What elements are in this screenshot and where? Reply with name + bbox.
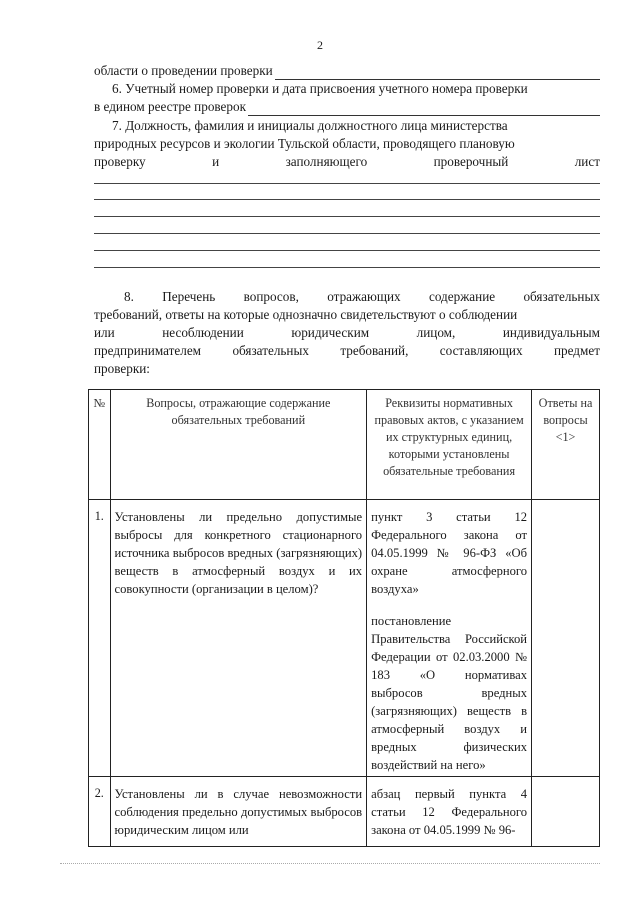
word: несоблюдении	[162, 325, 244, 340]
header-answers: Ответы на вопросы <1>	[532, 390, 600, 500]
word: лист	[574, 154, 600, 169]
word: лицом,	[416, 325, 456, 340]
word: Перечень	[162, 289, 216, 304]
region-fill-line	[275, 67, 600, 80]
row-answer	[532, 500, 600, 777]
item-8-line-4	[94, 342, 600, 360]
row-number: 1.	[89, 500, 111, 777]
word: составляющих	[439, 343, 523, 358]
table-row	[89, 777, 600, 847]
row-number: 2.	[89, 777, 111, 847]
word: вопросов,	[243, 289, 299, 304]
page-number: 2	[317, 38, 323, 52]
row-question: Установлены ли предельно допустимые выбросы для конкретного стационарного источника выбросов вредных (загрязняющих) веществ в атмосферный воздух и их совокупности (организации в целом)?	[110, 500, 367, 777]
table-row	[89, 500, 600, 777]
item-7-line-3	[94, 153, 600, 171]
row-question: Установлены ли в случае невозможности соблюдения предельно допустимых выбросов юридическим лицом или	[110, 777, 367, 847]
word: индивидуальным	[502, 325, 600, 340]
word: отражающих	[327, 289, 401, 304]
blank-line	[94, 183, 600, 184]
word: требований,	[340, 343, 409, 358]
requisite-decree: постановление Правительства Российской Федерации от 02.03.2000 № 183 «О нормативах выбросов вредных (загрязняющих) веществ в атмосферный воздух и вредных физических воздействий на него»	[371, 614, 528, 772]
row-requisites: абзац первый пункта 4 статьи 12 Федерального закона от 04.05.1999 № 96-	[367, 777, 532, 847]
header-requisites: Реквизиты нормативных правовых актов, с указанием их структурных единиц, которыми установлены обязательные требования	[367, 390, 532, 500]
blank-line	[94, 250, 600, 251]
blank-line	[94, 199, 600, 200]
header-number: №	[89, 390, 111, 500]
registry-fill-line	[248, 103, 600, 116]
item-7-line-1: 7. Должность, фамилия и инициалы должностного лица министерства	[112, 118, 508, 133]
word: заполняющего	[285, 154, 368, 169]
table-header-row	[89, 390, 600, 500]
word: обязательных	[523, 289, 600, 304]
word: предпринимателем	[94, 343, 202, 358]
item-8-line-5: проверки:	[94, 361, 150, 376]
item-6-line-1: 6. Учетный номер проверки и дата присвоения учетного номера проверки	[112, 81, 528, 96]
word: обязательных	[232, 343, 309, 358]
blank-line	[94, 216, 600, 217]
word: 8.	[124, 289, 134, 304]
word: или	[94, 325, 115, 340]
item-6-line-2: в едином реестре проверок	[94, 99, 247, 114]
item-8	[94, 288, 600, 378]
region-line	[94, 62, 600, 80]
blank-line	[94, 267, 600, 268]
blank-line	[94, 233, 600, 234]
region-label: области о проведении проверки	[94, 63, 273, 78]
spacer	[371, 598, 527, 612]
requisite-law: пункт 3 статьи 12 Федерального закона от 04.05.1999 № 96-ФЗ «Об охране атмосферного воздуха»	[371, 510, 528, 596]
item-8-line-1	[94, 288, 600, 306]
word: предмет	[553, 343, 600, 358]
item-7	[94, 117, 600, 171]
word: содержание	[428, 289, 496, 304]
item-8-line-3	[94, 324, 600, 342]
header-question: Вопросы, отражающие содержание обязательных требований	[110, 390, 367, 500]
item-8-line-2: требований, ответы на которые однозначно свидетельствуют о соблюдении	[94, 307, 518, 322]
word: юридическим	[291, 325, 370, 340]
word: и	[212, 154, 220, 169]
row-answer	[532, 777, 600, 847]
item-7-line-2: природных ресурсов и экологии Тульской области, проводящего плановую	[94, 136, 515, 151]
requirements-table	[88, 389, 600, 847]
scan-artifact-line	[60, 863, 600, 864]
item-6	[94, 80, 600, 116]
word: проверку	[94, 154, 146, 169]
word: проверочный	[433, 154, 509, 169]
row-requisites	[367, 500, 532, 777]
